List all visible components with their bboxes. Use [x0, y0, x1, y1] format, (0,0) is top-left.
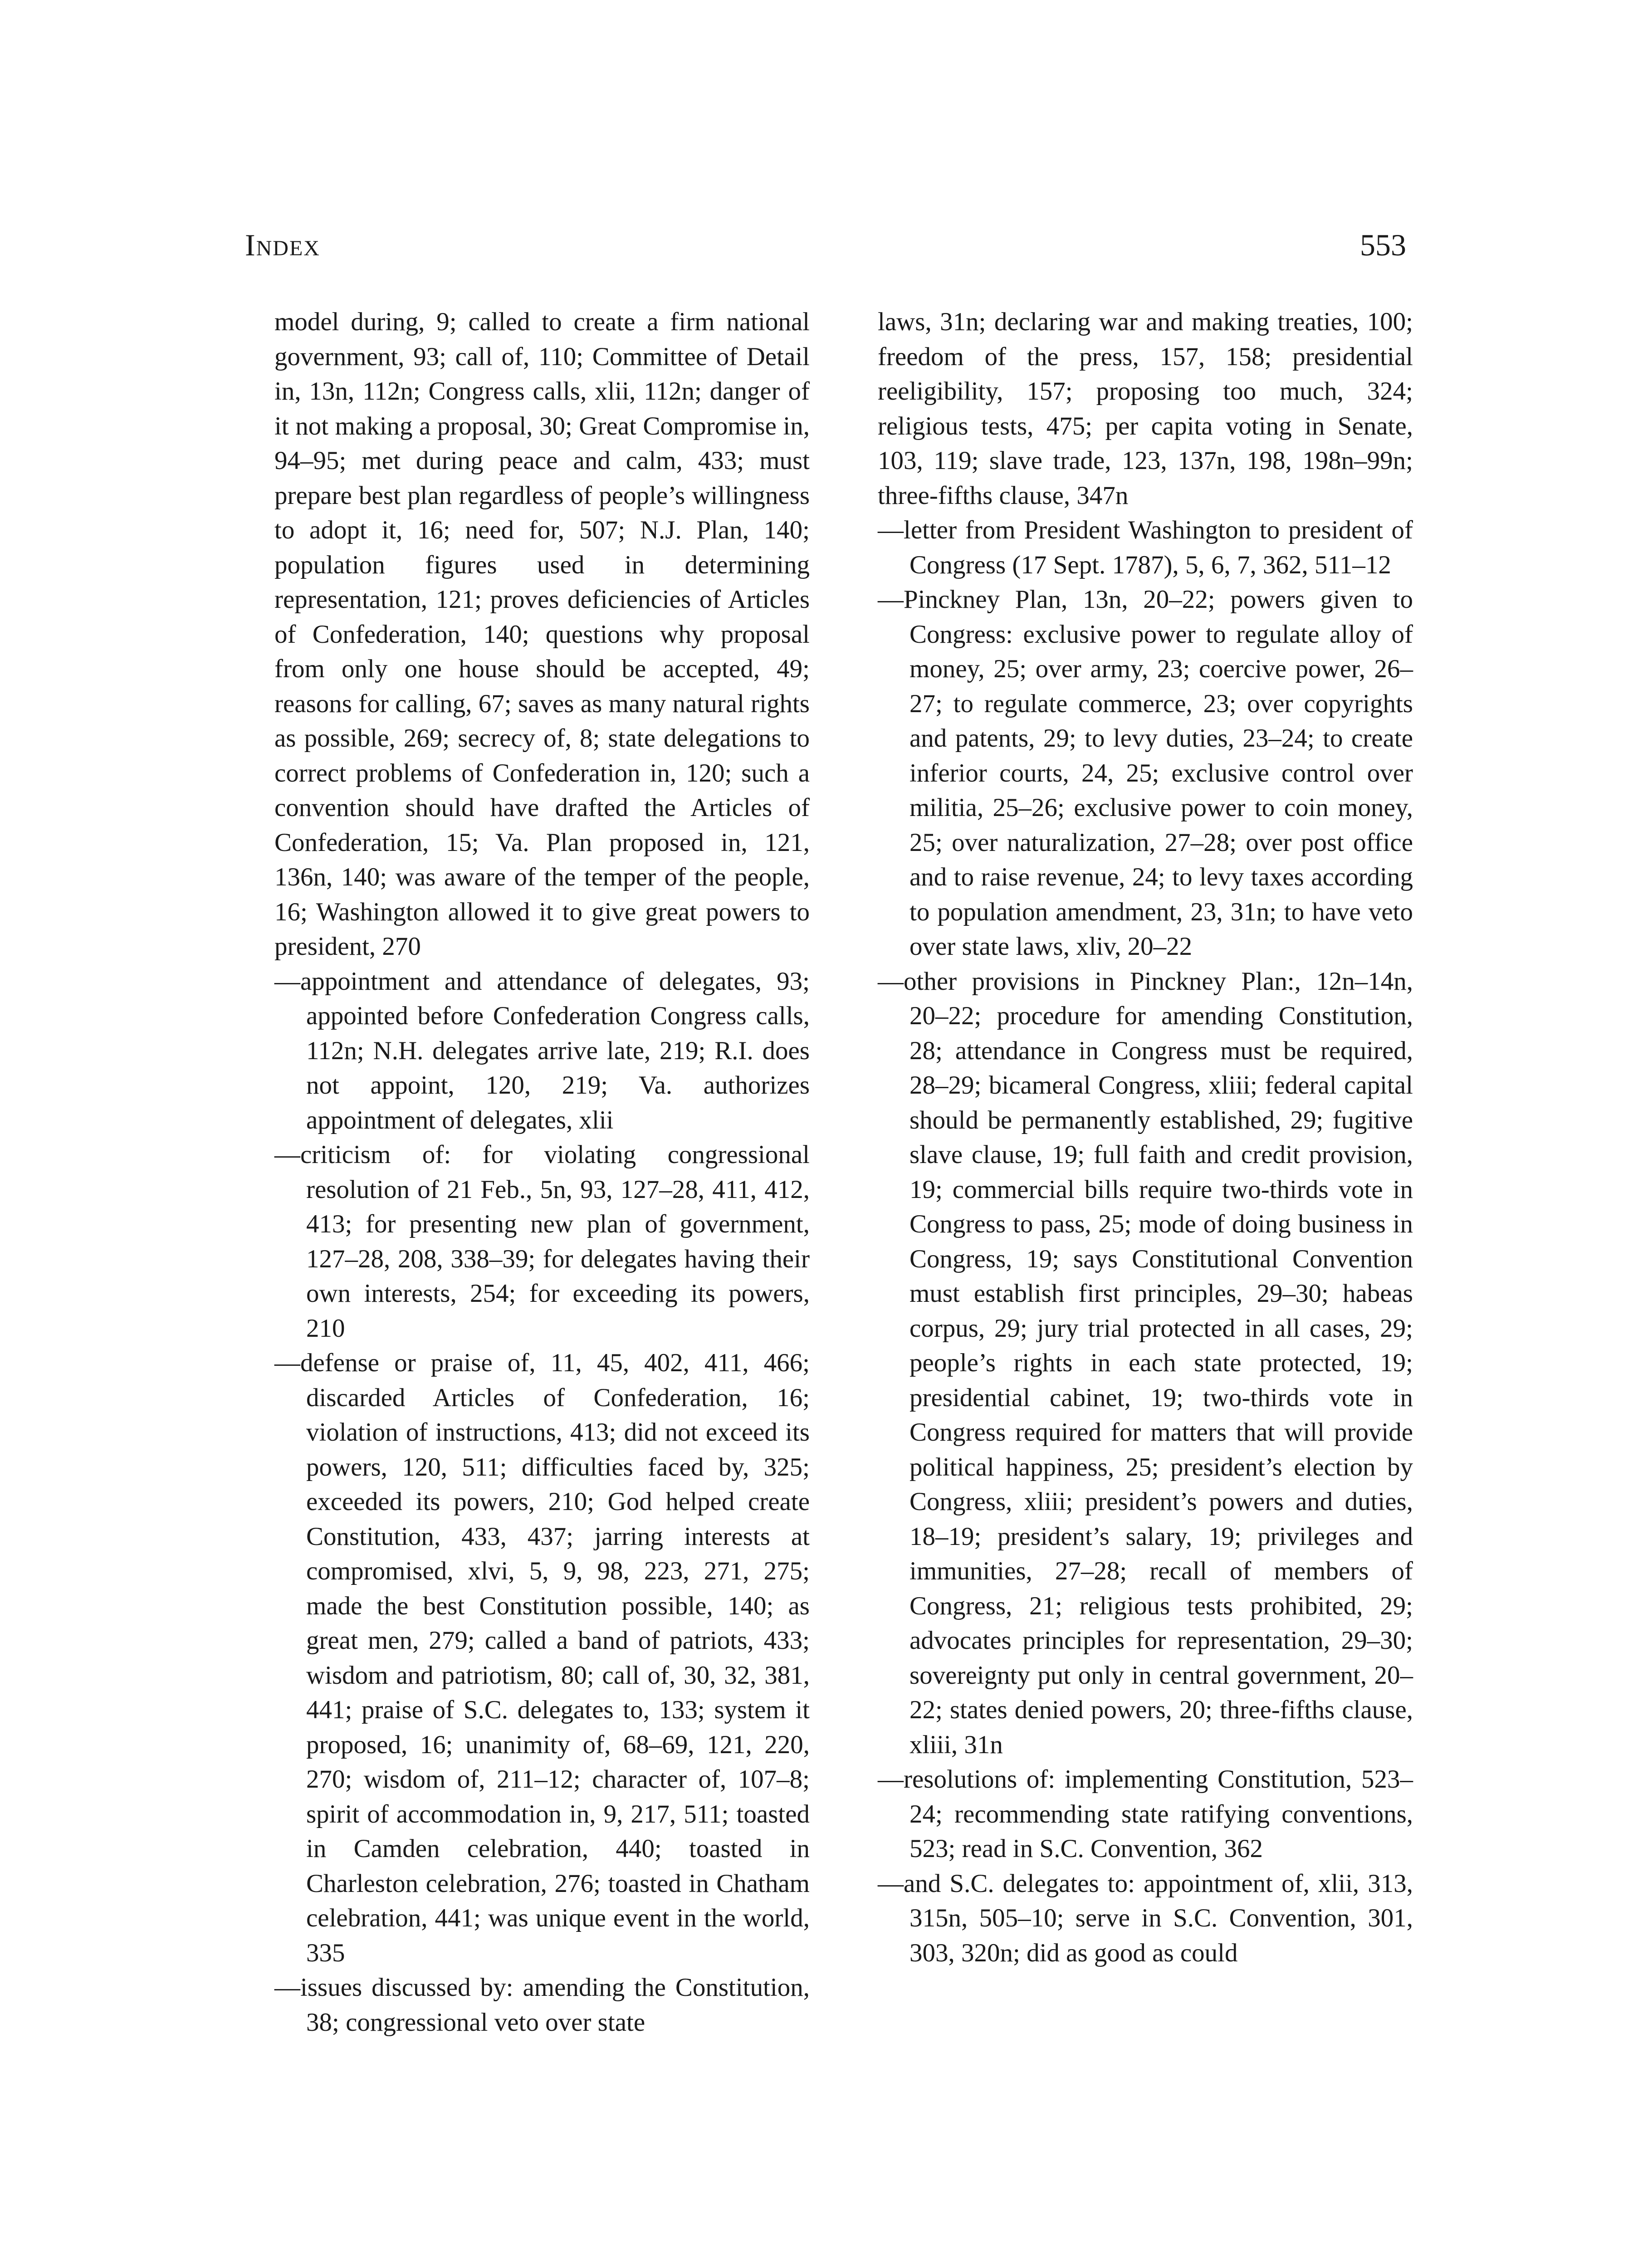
- index-subentry: —defense or praise of, 11, 45, 402, 411, 466; discarded Articles of Confederation, 16; violation of instructions, 413; did not exceed its powers, 120, 511; difficulties faced by, 325; exceeded its powers, 210; God helped create Constitution, 433, 437; jarring interests at compromised, xlvi, 5, 9, 98, 223, 271, 275; made the best Constitution possible, 140; as great men, 279; called a band of patriots, 433; wisdom and patriotism, 80; call of, 30, 32, 381, 441; praise of S.C. delegates to, 133; system it proposed, 16; unanimity of, 68–69, 121, 220, 270; wisdom of, 211–12; character of, 107–8; spirit of accommodation in, 9, 217, 511; toasted in Camden celebration, 440; toasted in Charleston celebration, 276; toasted in Chatham celebration, 441; was unique event in the world, 335: [274, 1349, 810, 1967]
- index-subentry: —and S.C. delegates to: appointment of, xlii, 313, 315n, 505–10; serve in S.C. Convention, 301, 303, 320n; did as good as could: [878, 1869, 1413, 1967]
- index-subentry: —criticism of: for violating congressional resolution of 21 Feb., 5n, 93, 127–28, 411, 412, 413; for presenting new plan of government, 127–28, 208, 338–39; for delegates having their own interests, 254; for exceeding its powers, 210: [274, 1140, 810, 1343]
- index-subentry: —appointment and attendance of delegates, 93; appointed before Confederation Congress calls, 112n; N.H. delegates arrive late, 219; R.I. does not appoint, 120, 219; Va. authorizes appointment of delegates, xlii: [274, 967, 810, 1134]
- index-entry-continuation: laws, 31n; declaring war and making treaties, 100; freedom of the press, 157, 158; presidential reeligibility, 157; proposing too much, 324; religious tests, 475; per capita voting in Senate, 103, 119; slave trade, 123, 137n, 198, 198n–99n; three-fifths clause, 347n: [878, 308, 1413, 510]
- index-subentry: —issues discussed by: amending the Constitution, 38; congressional veto over state: [274, 1973, 810, 2037]
- index-subentry: —resolutions of: implementing Constitution, 523–24; recommending state ratifying conventions, 523; read in S.C. Convention, 362: [878, 1765, 1413, 1863]
- right-column: [878, 305, 1413, 1970]
- index-subentry: —letter from President Washington to president of Congress (17 Sept. 1787), 5, 6, 7, 362, 511–12: [878, 516, 1413, 579]
- index-entry-continuation: model during, 9; called to create a firm national government, 93; call of, 110; Committee of Detail in, 13n, 112n; Congress calls, xlii, 112n; danger of it not making a proposal, 30; Great Compromise in, 94–95; met during peace and calm, 433; must prepare best plan regardless of people’s willingness to adopt it, 16; need for, 507; N.J. Plan, 140; population figures used in determining representation, 121; proves deficiencies of Articles of Confederation, 140; questions why proposal from only one house should be accepted, 49; reasons for calling, 67; saves as many natural rights as possible, 269; secrecy of, 8; state delegations to correct problems of Confederation in, 120; such a convention should have drafted the Articles of Confederation, 15; Va. Plan proposed in, 121, 136n, 140; was aware of the temper of the people, 16; Washington allowed it to give great powers to president, 270: [274, 308, 810, 961]
- page-number: 553: [1360, 228, 1406, 262]
- running-head-title: Index: [245, 228, 320, 262]
- index-subentry: —other provisions in Pinckney Plan:, 12n–14n, 20–22; procedure for amending Constitution, 28; attendance in Congress must be required, 28–29; bicameral Congress, xliii; federal capital should be permanently established, 29; fugitive slave clause, 19; full faith and credit provision, 19; commercial bills require two-thirds vote in Congress to pass, 25; mode of doing business in Congress, 19; says Constitutional Convention must establish first principles, 29–30; habeas corpus, 29; jury trial protected in all cases, 29; people’s rights in each state protected, 19; presidential cabinet, 19; two-thirds vote in Congress required for matters that will provide political happiness, 25; president’s election by Congress, xliii; president’s powers and duties, 18–19; president’s salary, 19; privileges and immunities, 27–28; recall of members of Congress, 21; religious tests prohibited, 29; advocates principles for representation, 29–30; sovereignty put only in central government, 20–22; states denied powers, 20; three-fifths clause, xliii, 31n: [878, 967, 1413, 1759]
- running-head: [245, 220, 1406, 270]
- left-column: [274, 305, 810, 2040]
- index-subentry: —Pinckney Plan, 13n, 20–22; powers given to Congress: exclusive power to regulate alloy of money, 25; over army, 23; coercive power, 26–27; to regulate commerce, 23; over copyrights and patents, 29; to levy duties, 23–24; to create inferior courts, 24, 25; exclusive control over militia, 25–26; exclusive power to coin money, 25; over naturalization, 27–28; over post office and to raise revenue, 24; to levy taxes according to population amendment, 23, 31n; to have veto over state laws, xliv, 20–22: [878, 585, 1413, 961]
